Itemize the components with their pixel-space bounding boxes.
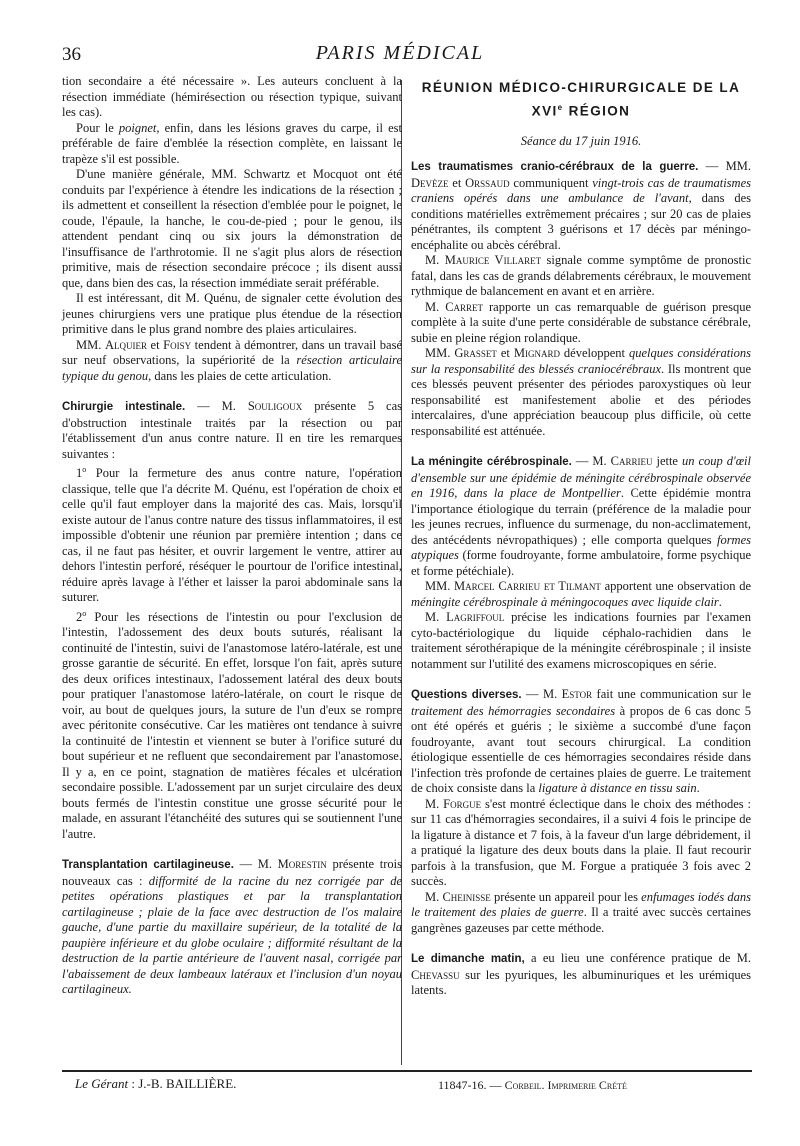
section-heading: La méningite cérébrospinale.	[411, 456, 572, 468]
paragraph: 2$^o$ Pour les résections de l'intestin ou pour l'exclusion de l'intestin, l'adossement des deux bouts suturés, réalisant la continuité de l'intestin, suivi de l'anastomose latéro-latérale, est une grosse garantie de sécurité. En effet, lorsque l'on fait, après suture des deux orifices intestinaux, l'adossement latéral des deux bouts pour pratiquer l'anastomose latéro-latérale, on court le risque de voir, au bout de quelques jours, la suture de l'un d'eux se rompre avec péritonite consécutive. Car les matières ont tendance à suivre la continuité de l'intestin et viennent se buter à l'orifice suturé du bout supérieur et ne refluent que secondairement par l'anastomose. Il y a, en ce point, stagnation de matières fécales et ulcération secondaire possible. L'adossement par un surjet circulaire des deux bouts fermés de l'intestin constitue une grosse sécurité pour le malade, en assurant l'étanchéité des sutures qui se soutiennent l'une l'autre.	[62, 608, 402, 841]
paragraph: D'une manière générale, MM. Schwartz et Mocquot ont été conduits par l'expérience à étendre les indications de la résection ; ils admettent et conseillent la résection d'emblée pour le poignet, le coude, l'épaule, la hanche, le cou-de-pied ; pour le genou, ils attendent pendant cinq ou six jours la démonstration de l'insuffisance de l'arthrotomie. Il ne s'agit plus alors de résection primitive, mais de résection secondaire précoce ; ils disent aussi que, dans bien des cas, la résection immédiate serait préférable.	[62, 167, 402, 290]
paragraph: M. Cheinisse présente un appareil pour les enfumages iodés dans le traitement des plaies de guerre. Il a traité avec succès certaines gangrènes gazeuses par cette méthode.	[411, 889, 751, 935]
footer-printer: 11847-16. — Corbeil. Imprimerie Crété	[438, 1078, 627, 1092]
section-heading: Transplantation cartilagineuse.	[62, 859, 234, 872]
paragraph: Il est intéressant, dit M. Quénu, de signaler cette évolution des jeunes chirurgiens vers une pratique plus étendue de la résection primitive dans le plus grand nombre des plaies articulaires.	[62, 291, 402, 336]
left-column	[62, 74, 402, 998]
paragraph: MM. Grasset et Mignard développent quelques considérations sur la responsabilité des blessés craniocérébraux. Ils montrent que ces blessés peuvent présenter des périodes paroxystiques où leur responsabilité est manifestement abolie et des périodes intercalaires, d'une appréciation beaucoup plus difficile, où cette responsabilité est atténuée.	[411, 346, 752, 438]
report-title: RÉUNION MÉDICO-CHIRURGICALE DE LA XVIe RÉGION	[421, 80, 741, 119]
right-column	[411, 74, 751, 999]
page-number: 36	[62, 44, 81, 65]
section-questions-diverses: Questions diverses. — M. Estor fait une communication sur le traitement des hémorragies secondaires à propos de 6 cas donc 5 ont été opérés et guéris ; le sixième a succombé d'une façon foudroyante, avant tout secours chirurgical. La condition étiologique essentielle de ces hémorragies secondaires réside dans l'infection très profonde de certaines plaies de guerre. Le traitement de choix consiste dans la ligature à distance en tissu sain.	[411, 687, 751, 795]
paragraph: M. Lagriffoul précise les indications fournies par l'examen cyto-bactériologique du liquide céphalo-rachidien dans le traitement sérothérapique de la méningite cérébrospinale ; il insiste notamment sur l'utilité des examens microscopiques en série.	[411, 610, 751, 671]
footer-rule	[62, 1070, 752, 1072]
section-heading: Les traumatismes cranio-cérébraux de la guerre.	[411, 161, 699, 173]
paragraph: MM. Marcel Carrieu et Tilmant apportent une observation de méningite cérébrospinale à méningocoques avec liquide clair.	[411, 579, 751, 609]
session-date: Séance du 17 juin 1916.	[520, 133, 642, 148]
section-transplantation-cartilagineuse: Transplantation cartilagineuse. — M. Morestin présente trois nouveaux cas : difformité de la racine du nez corrigée par de petites opérations plastiques et par la transplantation cartilagineuse ; plaie de la face avec destruction de l'os malaire gauche, d'une partie du maxillaire supérieur, de la totalité de la paupière inférieure et du globe oculaire ; difformité résultant de la destruction de la partie antérieure de l'auvent nasal, corrigée par l'abaissement de deux lambeaux latéraux et l'inclusion d'un noyau cartilagineux.	[62, 857, 403, 997]
paragraph: Pour le poignet, enfin, dans les lésions graves du carpe, il est préférable de faire d'emblée la résection complète, en laissant le trapèze s'il est possible.	[62, 120, 403, 166]
paragraph: tion secondaire a été nécessaire ». Les auteurs concluent à la résection immédiate (hémirésection ou résection typique, suivant les cas).	[62, 74, 402, 119]
section-traumatismes: Les traumatismes cranio-cérébraux de la guerre. — MM. Devèze et Orssaud communiquent vingt-trois cas de traumatismes craniens opérés dans une ambulance de l'avant, dans des conditions matérielles extrêmement précaires ; sur 20 cas de plaies pénétrantes, ils comptent 3 guérisons et 17 décès par méningo-encéphalite ou abcès cérébral.	[411, 159, 751, 252]
section-heading: Questions diverses.	[411, 689, 522, 701]
section-meningite: La méningite cérébrospinale. — M. Carrieu jette un coup d'œil d'ensemble sur une épidémie de méningite cérébrospinale observée en 1916, dans la place de Montpellier. Cette épidémie montra l'importance étiologique du terrain (préférence de la maladie pour les jeunes recrues, influence du surmenage, du non-acclimatement, des antécédents névropathiques) ; elle comporta quelques formes atypiques (forme foudroyante, forme ambulatoire, forme psychique et forme pétéchiale).	[411, 454, 751, 578]
section-dimanche-matin: Le dimanche matin, a eu lieu une conférence pratique de M. Chevassu sur les pyuriques, les albuminuriques et les urémiques latents.	[411, 951, 751, 997]
section-chirurgie-intestinale: Chirurgie intestinale. — M. Souligoux présente 5 cas d'obstruction intestinale traités par la résection ou par l'établissement d'un anus contre nature. Il en tire les remarques suivantes :	[62, 399, 402, 461]
section-heading: Le dimanche matin,	[411, 953, 525, 965]
paragraph: M. Maurice Villaret signale comme symptôme de pronostic fatal, dans les cas de grands délabrements cérébraux, le mouvement rythmique de balancement en avant et en arrière.	[411, 253, 751, 298]
paragraph: M. Carret rapporte un cas remarquable de guérison presque complète à la suite d'une perte considérable de substance cérébrale, subie en pleine région rolandique.	[411, 299, 751, 345]
running-title: PARIS MÉDICAL	[315, 42, 485, 64]
section-heading: Chirurgie intestinale.	[62, 401, 186, 413]
paragraph: 1$^o$ Pour la fermeture des anus contre nature, l'opération classique, telle que l'a décrite M. Quénu, est l'opération de choix et celle qu'il faut employer dans la majorité des cas. Mais, lorsqu'il existe autour de l'anus contre nature des tissus inflammatoires, il est impossible d'obtenir une réunion par première intention ; dans ce cas, il ne faut pas hésiter, et ouvrir largement le ventre, attirer au dehors l'intestin perforé, réséquer le pourtour de l'orifice intestinal, réduire après lavage à l'éther et laisser la paroi abdominale sans la suturer.	[62, 465, 402, 605]
paragraph: M. Forgue s'est montré éclectique dans le choix des méthodes : sur 11 cas d'hémorragies secondaires, il a suivi 4 fois le principe de la ligature à distance et 7 fois, à la faveur d'un large débridement, il a pratiqué la ligature des deux bouts dans la plaie. Il faut recourir parfois à la transfusion, que M. Forgue a pratiquée 3 fois avec 2 succès.	[411, 796, 751, 888]
footer-manager: Le Gérant : J.-B. BAILLIÈRE.	[75, 1076, 237, 1091]
paragraph: MM. Alquier et Foisy tendent à démontrer, dans un travail basé sur neuf observations, la supériorité de la résection articulaire typique du genou, dans les plaies de cette articulation.	[62, 337, 403, 383]
